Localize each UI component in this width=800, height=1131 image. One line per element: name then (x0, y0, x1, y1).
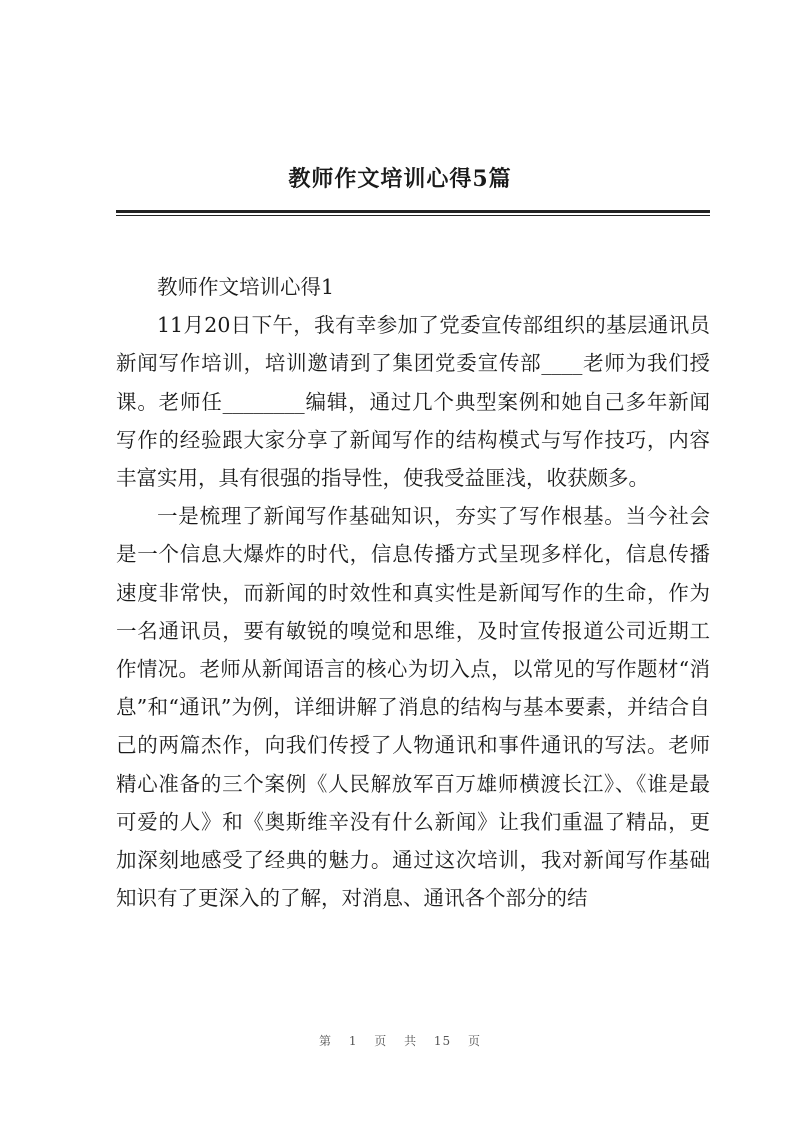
paragraph-1: 11月20日下午，我有幸参加了党委宣传部组织的基层通讯员新闻写作培训，培训邀请到了集团党委宣传部____老师为我们授课。老师任________编辑，通过几个典型案例和她自己多年新闻写作的经验跟大家分享了新闻写作的结构模式与写作技巧，内容丰富实用，具有很强的指导性，使我受益匪浅，收获颇多。 (116, 313, 710, 491)
title-divider (116, 210, 710, 213)
section-heading: 教师作文培训心得1 (157, 275, 335, 299)
paragraph-2: 一是梳理了新闻写作基础知识，夯实了写作根基。当今社会是一个信息大爆炸的时代，信息传播方式呈现多样化，信息传播速度非常快，而新闻的时效性和真实性是新闻写作的生命，作为一名通讯员，要有敏锐的嗅觉和思维，及时宣传报道公司近期工作情况。老师从新闻语言的核心为切入点，以常见的写作题材“消息”和“通讯”为例，详细讲解了消息的结构与基本要素，并结合自己的两篇杰作，向我们传授了人物通讯和事件通讯的写法。老师精心准备的三个案例《人民解放军百万雄师横渡长江》、《谁是最可爱的人》和《奥斯维辛没有什么新闻》让我们重温了精品，更加深刻地感受了经典的魅力。通过这次培训，我对新闻写作基础知识有了更深入的了解，对消息、通讯各个部分的结 (116, 504, 710, 911)
title-divider-thin (116, 215, 710, 216)
page-footer: 第 1 页 共 15 页 (319, 1034, 481, 1048)
page-title: 教师作文培训心得5篇 (288, 166, 512, 192)
document-body (116, 268, 710, 917)
